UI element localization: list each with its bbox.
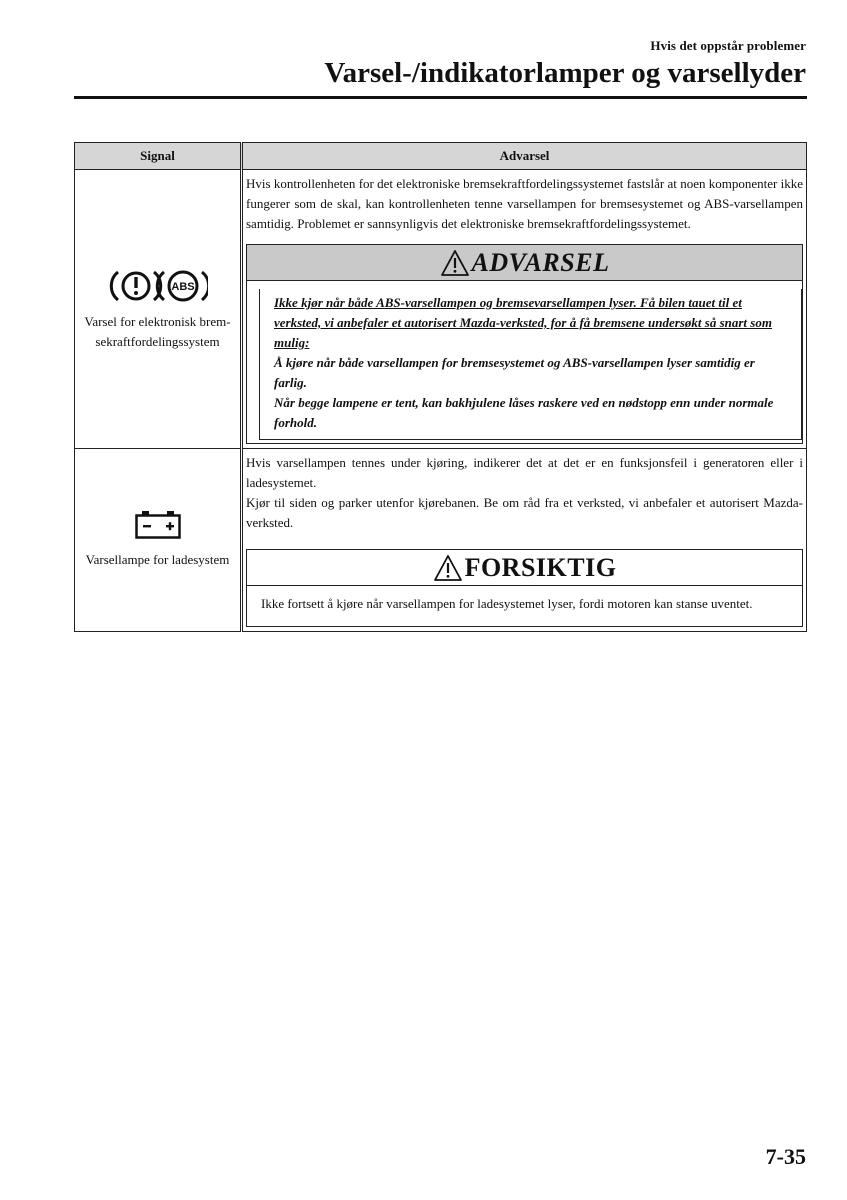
forsiktig-title: FORSIKTIG (464, 552, 617, 582)
advarsel-box (246, 244, 803, 444)
advarsel-content-frame (259, 289, 802, 440)
advarsel-title: ADVARSEL (471, 247, 610, 277)
warning-cell (242, 170, 807, 449)
warning-column-header: Advarsel (242, 143, 807, 170)
warning-description: Hvis kontrollenheten for det elektroniske bremsekraftfordelingssystemet fastslår at noen komponenter ikke fungerer som de skal, kan kontrollenheten tenne varsellampen for bremsesystemet og ABS-varsellampen samtidig. Problemet er sannsynligvis det elektroniske bremsekraftfordelingssystemet. (246, 176, 803, 231)
warning-description-1: Hvis varsellampen tennes under kjøring, indikerer det at det er en funksjonsfeil i generatoren eller i ladesystemet. (246, 455, 803, 490)
signal-table (74, 142, 807, 632)
signal-cell (75, 449, 242, 632)
signal-label: Varsellampe for ladesystem (85, 552, 230, 567)
table-header-row (75, 143, 807, 170)
signal-column-header: Signal (75, 143, 242, 170)
warning-triangle-icon (433, 554, 463, 582)
section-label: Hvis det oppstår problemer (650, 38, 806, 53)
forsiktig-body: Ikke fortsett å kjøre når varsellampen for ladesystemet lyser, fordi motoren kan stanse uventet. (261, 596, 753, 611)
advarsel-line-1: Ikke kjør når både ABS-varsellampen og bremsevarsellampen lyser. Få bilen tauet til et verksted, vi anbefaler et autorisert Mazda-verksted, for å få bremsene undersøkt så snart som mulig: (274, 295, 772, 350)
battery-charging-icon (134, 510, 182, 540)
svg-text:ABS: ABS (170, 281, 195, 293)
table-row (75, 449, 807, 632)
forsiktig-box (246, 549, 803, 627)
advarsel-line-3: Når begge lampene er tent, kan bakhjulene låses raskere ved en nødstopp enn under normale forhold. (274, 395, 774, 430)
warning-cell (242, 449, 807, 632)
page-number: 7-35 (765, 1144, 806, 1169)
advarsel-line-2: Å kjøre når både varsellampen for bremsesystemet og ABS-varsellampen lyser samtidig er farlig. (274, 355, 755, 390)
page-title: Varsel-/indikatorlamper og varsellyder (324, 57, 806, 89)
warning-description-2: Kjør til siden og parker utenfor kjørebanen. Be om råd fra et verksted, vi anbefaler et autorisert Mazda-verksted. (246, 495, 803, 530)
brake-abs-warning-icon (108, 266, 208, 306)
advarsel-body (260, 289, 801, 439)
warning-triangle-icon (440, 249, 470, 277)
signal-cell (75, 170, 242, 449)
title-rule (74, 96, 807, 99)
table-row (75, 170, 807, 449)
signal-label: Varsel for elektronisk bremsekraftfordelingssystem (84, 314, 231, 349)
forsiktig-header (247, 550, 802, 586)
advarsel-header (247, 245, 802, 281)
